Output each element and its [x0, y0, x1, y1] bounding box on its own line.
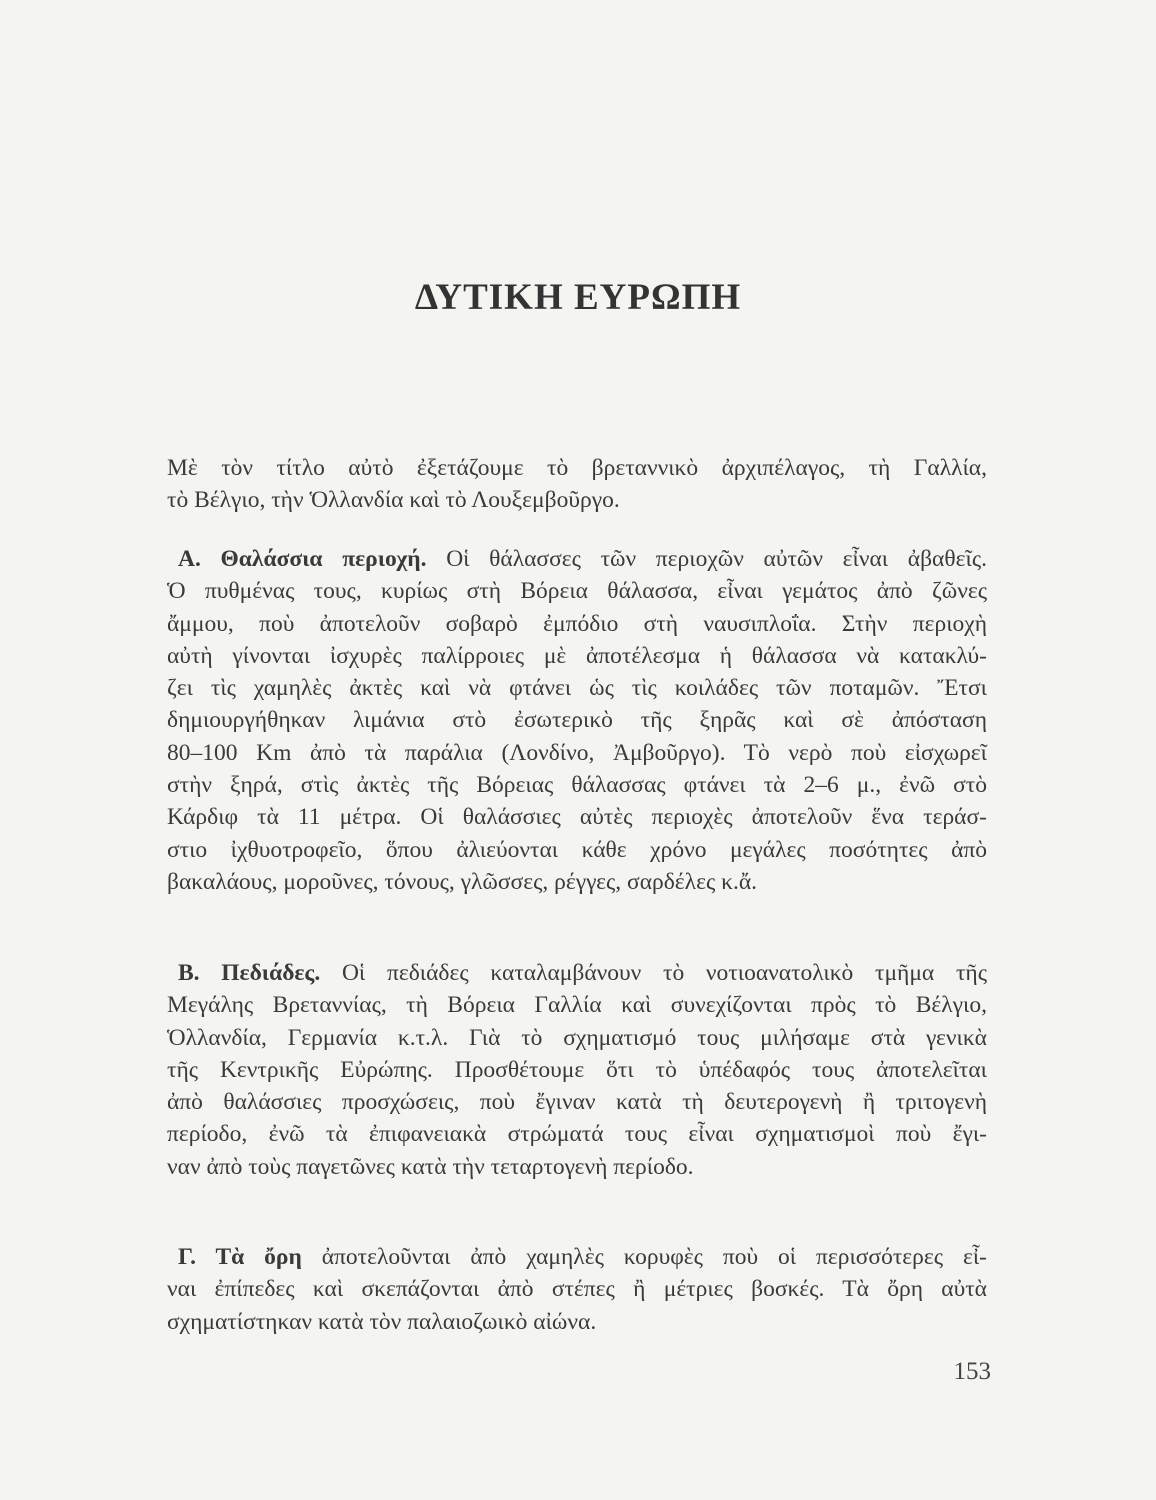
section-a-heading: Α. Θαλάσσια περιοχή.: [178, 546, 427, 572]
section-b-heading: Β. Πεδιάδες.: [178, 960, 321, 986]
section-b-line: Μεγάλης Βρεταννίας, τὴ Βόρεια Γαλλία καὶ συνεχίζονται πρὸς τὸ Βέλγιο,: [167, 992, 987, 1019]
section-a-line: ἄμμου, ποὺ ἀποτελοῦν σοβαρὸ ἐμπόδιο στὴ ναυσιπλοΐα. Στὴν περιοχὴ: [167, 610, 987, 637]
section-a-first-line: [167, 543, 987, 575]
section-c-text: ἀποτελοῦνται ἀπὸ χαμηλὲς κορυφὲς ποὺ οἱ περισσότερες εἶ-: [321, 1244, 987, 1270]
section-a-line: αὐτὴ γίνονται ἰσχυρὲς παλίρροιες μὲ ἀποτέλεσμα ἡ θάλασσα νὰ κατακλύ-: [167, 642, 987, 669]
section-a-line: Κάρδιφ τὰ 11 μέτρα. Οἱ θαλάσσιες αὐτὲς περιοχὲς ἀποτελοῦν ἕνα τεράσ-: [167, 804, 987, 831]
section-a-text: Οἱ θάλασσες τῶν περιοχῶν αὐτῶν εἶναι ἀβαθεῖς.: [446, 546, 987, 572]
section-b-line: τῆς Κεντρικῆς Εὐρώπης. Προσθέτουμε ὅτι τὸ ὑπέδαφός τους ἀποτελεῖται: [167, 1056, 987, 1083]
section-a-line: Ὁ πυθμένας τους, κυρίως στὴ Βόρεια θάλασσα, εἶναι γεμάτος ἀπὸ ζῶνες: [167, 578, 987, 605]
section-b-text: Οἱ πεδιάδες καταλαμβάνουν τὸ νοτιοανατολικὸ τμῆμα τῆς: [341, 960, 988, 986]
section-a-line: 80–100 Km ἀπὸ τὰ παράλια (Λονδίνο, Ἀμβοῦργο). Τὸ νερὸ ποὺ εἰσχωρεῖ: [167, 739, 987, 766]
section-c-first-line: [167, 1241, 987, 1273]
section-b-line: ναν ἀπὸ τοὺς παγετῶνες κατὰ τὴν τεταρτογενὴ περίοδο.: [167, 1153, 694, 1180]
intro-paragraph: [167, 452, 987, 517]
section-a-line: ζει τὶς χαμηλὲς ἀκτὲς καὶ νὰ φτάνει ὡς τὶς κοιλάδες τῶν ποταμῶν. Ἔτσι: [167, 675, 987, 702]
page-number: 153: [953, 1358, 991, 1385]
section-c-line: σχηματίστηκαν κατὰ τὸν παλαιοζωικὸ αἰώνα.: [167, 1308, 597, 1335]
intro-line: τὸ Βέλγιο, τὴν Ὁλλανδία καὶ τὸ Λουξεμβοῦργο.: [167, 487, 620, 514]
section-c-heading: Γ. Τὰ ὄρη: [178, 1244, 302, 1270]
section-b-line: περίοδο, ἐνῶ τὰ ἐπιφανειακὰ στρώματά τους εἶναι σχηματισμοὶ ποὺ ἔγι-: [167, 1121, 987, 1148]
section-b-paragraph: [167, 957, 987, 1183]
intro-line: Μὲ τὸν τίτλο αὐτὸ ἐξετάζουμε τὸ βρεταννικὸ ἀρχιπέλαγος, τὴ Γαλλία,: [167, 455, 987, 481]
section-b-line: ἀπὸ θαλάσσιες προσχώσεις, ποὺ ἔγιναν κατὰ τὴ δευτερογενὴ ἢ τριτογενὴ: [167, 1089, 987, 1116]
section-c-line: ναι ἐπίπεδες καὶ σκεπάζονται ἀπὸ στέπες ἢ μέτριες βοσκές. Τὰ ὄρη αὐτὰ: [167, 1276, 987, 1303]
section-a-line: στὴν ξηρά, στὶς ἀκτὲς τῆς Βόρειας θάλασσας φτάνει τὰ 2–6 μ., ἐνῶ στὸ: [167, 772, 987, 799]
section-b-first-line: [167, 957, 987, 989]
section-a-paragraph: [167, 543, 987, 898]
section-a-line: βακαλάους, μοροῦνες, τόνους, γλῶσσες, ρέγγες, σαρδέλες κ.ἄ.: [167, 868, 758, 895]
section-b-line: Ὁλλανδία, Γερμανία κ.τ.λ. Γιὰ τὸ σχηματισμό τους μιλήσαμε στὰ γενικὰ: [167, 1024, 987, 1051]
section-a-line: στιο ἰχθυοτροφεῖο, ὅπου ἀλιεύονται κάθε χρόνο μεγάλες ποσότητες ἀπὸ: [167, 836, 987, 863]
section-a-line: δημιουργήθηκαν λιμάνια στὸ ἐσωτερικὸ τῆς ξηρᾶς καὶ σὲ ἀπόσταση: [167, 707, 987, 734]
page-title: ΔΥΤΙΚΗ ΕΥΡΩΠΗ: [414, 277, 742, 318]
section-c-paragraph: [167, 1241, 987, 1338]
